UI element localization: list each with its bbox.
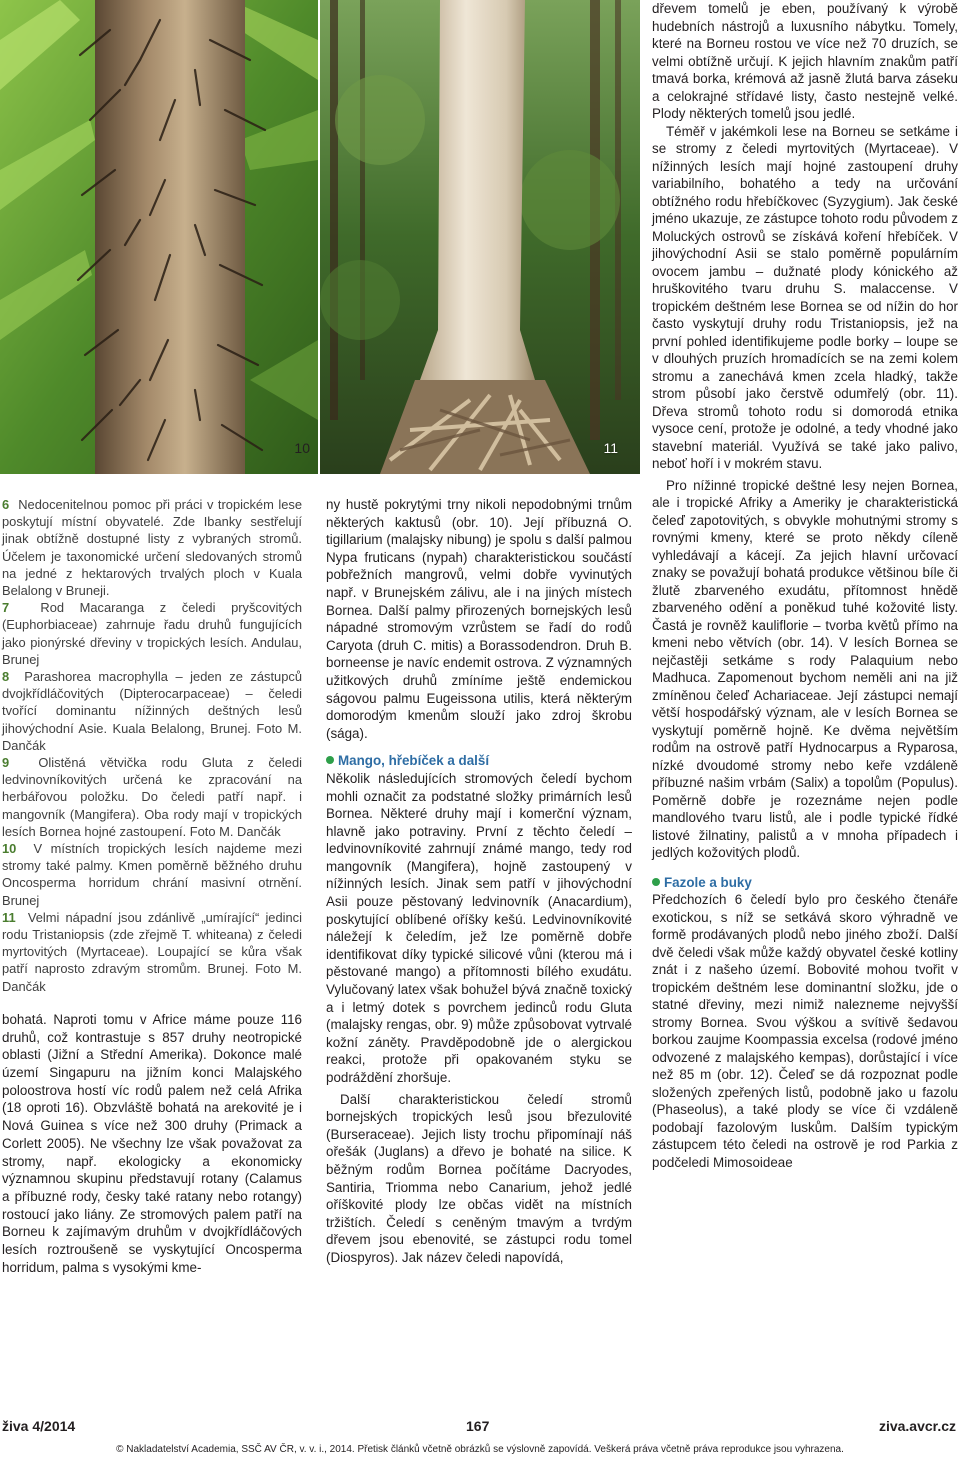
caption-number: 10	[2, 841, 17, 857]
caption-11	[2, 909, 302, 995]
caption-text: Rod Macaranga z čeledi pryšcovitých (Euphorbiaceae) zahrnuje řadu druhů fungujících jako pionýrské dřeviny v tropických lesích. Andulau, Brunej	[2, 600, 302, 667]
footer-site-link[interactable]: ziva.avcr.cz	[878, 1418, 956, 1434]
photo-palm-trunk	[0, 0, 318, 474]
column-2	[326, 496, 632, 1267]
column-3	[652, 0, 958, 1171]
photo-tristaniopsis-tree	[320, 0, 640, 474]
figure-number-11: 11	[603, 440, 618, 456]
section-heading-text: Mango, hřebíček a další	[338, 753, 490, 769]
bullet-icon	[326, 756, 334, 764]
figure-captions	[2, 496, 302, 995]
figure-number-10: 10	[294, 440, 310, 456]
caption-number: 8	[2, 669, 10, 685]
caption-text: Velmi nápadní jsou zdánlivě „umírající“ jedinci rodu Tristaniopsis (zde zřejmě T. whiteana) z čeledi myrtovitých (Myrtaceae). Loupající se kůra však patří naprosto zdravým stromům. Brunej. Foto M. Dančák	[2, 909, 302, 994]
body-paragraph: Několik následujících stromových čeledí bychom mohli označit za podstatné složky primárních lesů Bornea. Některé druhy mají i komerční význam, hlavně jako potraviny. První z těchto čeledí – ledvinovníkovité zahrnují známé mango, tedy rod mangovník (Mangifera), hojně zastoupený v nížinných lesích. Jinak sem patří v jihovýchodní Asii pouze pěstovaný ledvinovník (Anacardium), poskytující oblíbené oříšky kešú. Ledvinovníkovité náležejí k čeledím, jež lze poměrně dobře identifikovat díky typické silicové vůni (kterou má i pěstované mango) a přítomnosti bílého exudátu. Vylučovaný latex však bohužel bývá značně toxický a i letmý dotek s povrchem jedinců rodu Gluta (malajsky rengas, obr. 9) může způsobovat vytrvalé kožní záněty. Pravděpodobně jde o alergickou reakci, protože při opakovaném styku se podráždění zhoršuje.	[326, 770, 632, 1085]
caption-text: V místních tropických lesích najdeme mezi stromy také palmy. Kmen poměrně běžného druhu Oncosperma horridum chrání masivní otrnění. Brunej	[2, 841, 302, 908]
column-1	[2, 496, 302, 1276]
section-heading-fazole	[652, 874, 958, 892]
caption-number: 9	[2, 755, 10, 771]
body-paragraph: Téměř v jakémkoli lese na Borneu se setkáme i se stromy z čeledi myrtovitých (Myrtaceae). V nížinných lesích mají hojné zastoupení druhy variabilního, bohatého a tedy na určování obtížného rodu hřebíčkovec (Syzygium). Jak české jméno ukazuje, ze zástupce tohoto rodu původem z Moluckých ostrovů se získává koření hřebíček. V jihovýchodní Asii se stalo poměrně populárním ovocem jambu – dužnaté plody kónického až hruškovitého tvaru druhu S. malaccense. V tropickém deštném lese Bornea se od nížin do hor často vyskytují druhy rodu Tristaniopsis, jež na první pohled identifikujeme podle borky – loupe se v dlouhých pruzích hromadících se na zemi kolem stromu a zanechává kmen zcela hladký, takže strom působí jako čerstvě odumřelý (obr. 11). Dřeva stromů tohoto rodu si domorodá etnika vysoce cení, protože je odolné, a tedy vhodné jako stavební materiál. Využívá se také jako palivo, neboť hoří i v mokrém stavu.	[652, 123, 958, 471]
bullet-icon	[652, 878, 660, 886]
footer-issue: živa 4/2014	[2, 1418, 76, 1434]
body-paragraph: Předchozích 6 čeledí bylo pro českého čtenáře exotickou, s níž se setkává skoro výhradně ve formě prodávaných plodů nebo jiného zboží. Další dvě čeledi však může každý obyvatel české kotliny znát i z našeho území. Bobovité mohou tvořit v tropickém deštném lese dominantní složku, jde o statné dřeviny, mezi nimiž nalezneme nejvyšší stromy Bornea. Svou výškou a svítivě šedavou borkou zaujme Koompassia excelsa (rodové jméno odvozené z malajského kempas), dorůstající i více než 85 m (obr. 12). Čeleď se dá rozpoznat podle složených zpeřených listů, podobně jako u fazolu (Phaseolus), a také plody se více či vzdáleně podobají fazolovým luskům. Dalším typickým zástupcem této čeledi na ostrově je rod Parkia z podčeledi Mimosoideae	[652, 892, 958, 1170]
section-heading-text: Fazole a buky	[664, 874, 752, 890]
body-paragraph: ny hustě pokrytými trny nikoli nepodobnými trnům některých kaktusů (obr. 10). Její příbuzná O. tigillarium (malajsky nibung) je spolu s další palmou Nypa fruticans (nypah) charakteristickou součástí pobřežních mangrovů, velmi dobře vyvinutých např. v Brunejském zálivu, ale i na jiných místech Bornea. Další palmy přirozených bornejských lesů nápadné stromovým vzrůstem se řadí do rodů Caryota (druh C. mitis) a Borassodendron. Druh B. borneense je navíc endemit ostrova. Z významných užitkových druhů zmíníme ještě endemickou ságovou palmu Eugeissona utilis, která některým domorodým kmenům slouží jako zdroj škrobu (sága).	[326, 497, 632, 741]
caption-number: 6	[2, 497, 10, 512]
caption-9	[2, 754, 302, 840]
caption-text: Olistěná větvička rodu Gluta z čeledi ledvinovníkovitých určená ke zpracování na herbářovou položku. Do čeledi patří např. i mangovník (Mangifera). Oba rody mají v tropických lesích Bornea hojné zastoupení. Foto M. Dančák	[2, 755, 302, 839]
body-paragraph: bohatá. Naproti tomu v Africe máme pouze 116 druhů, což kontrastuje s 857 druhy neotropické oblasti (Jižní a Střední Amerika). Dokonce malé území Singapuru na jižním konci Malajského poloostrova hostí víc rodů palem než celá Afrika (18 oproti 16). Obzvláště bohatá na arekovité je i Nová Guinea s více než 300 druhy (Primack a Corlett 2005). Ne všechny lze však považovat za stromy, např. ekologicky a ekonomicky významnou skupinu představují rotany (Calamus a příbuzné rody, česky také ratany nebo rotangy) rostoucí jako liány. Ze stromových palem patří na Borneu k zajímavým druhům v dvojkřídláčových lesích roztroušeně se vyskytující Oncosperma horridum, palma s vysokými kme-	[2, 1011, 302, 1275]
caption-10	[2, 840, 302, 909]
caption-8	[2, 668, 302, 754]
caption-text: Parashorea macrophylla – jeden ze zástupců dvojkřídláčovitých (Dipterocarpaceae) – čeledi tvořící dominantu nížinných deštných lesů jihovýchodní Asie. Kuala Belalong, Brunej. Foto M. Dančák	[2, 669, 302, 753]
body-paragraph: dřevem tomelů je eben, používaný k výrobě hudebních nástrojů a luxusního nábytku. Tomely, které na Borneu rostou ve více než 70 druzích, se velmi obtížně určují. K jejich hlavním znakům patří tmavá borka, krémová až jasně žlutá barva záseku a celokrajné střídavé listy, často nestejně velké. Plody některých tomelů jsou jedlé.	[652, 1, 958, 121]
caption-6	[2, 496, 302, 599]
copyright-notice: © Nakladatelství Academia, SSČ AV ČR, v. v. i., 2014. Přetisk článků včetně obrázků se výslovně zapovídá. Veškerá práva včetně práva reprodukce jsou vyhrazena.	[116, 1444, 844, 1455]
section-heading-mango	[326, 752, 632, 770]
body-paragraph: Pro nížinné tropické deštné lesy nejen Bornea, ale i tropické Afriky a Ameriky je charakteristická čeleď zapotovitých, s obvykle mohutnými stromy s rovnými kmeny, které se proto někdy cíleně vyhledávají a kácejí. Za jejich hlavní určovací znaky se považují bohatá produkce většinou bíle či žlutě zbarveného exudátu, přítomnost hnědě zbarveného odění a poněkud tuhé kožovité listy. Častá je rovněž kauliflorie – tvorba květů přímo na kmeni nebo větvích (obr. 14). V lesích Bornea se nejčastěji setkáme s rody Palaquium nebo Madhuca. Zapomenout bychom neměli ani na již zmíněnou čeleď Achariaceae. Její zástupci nemají větší hospodářský význam, ale v lesích Bornea se vyskytují poměrně hojně. Ke dvěma největším rodům na ostrově patří Hydnocarpus a Ryparosa, nízké dvoudomé stromy nebo keře vzdáleně příbuzné našim vrbám (Salix) a topolům (Populus). Poměrně dobře je rozeznáme nejen podle mandlového tvaru listů, ale i podle typické řídké listové žilnatiny, palistů a v mnoha případech i jedlých kožovitých plodů.	[652, 477, 958, 860]
caption-text: Nedocenitelnou pomoc při práci v tropickém lese poskytují místní obyvatelé. Zde Ibanky sestřelují jinak obtížně dostupné listy z vybraných stromů. Účelem je taxonomické určení sledovaných stromů na jedné z hektarových trvalých ploch v Kuala Belalong v Bruneji.	[2, 497, 302, 599]
footer-page-number: 167	[466, 1418, 490, 1434]
caption-number: 7	[2, 600, 10, 616]
body-paragraph: Další charakteristickou čeledí stromů bornejských tropických lesů jsou březulovité (Burseraceae). Jejich listy trochu připomínají náš ořešák (Juglans) a dřevo je bohaté na silice. K běžným rodům Bornea počítáme Dacryodes, Santiria, Triomma nebo Canarium, jehož jedlé oříškovité plody lze občas vidět na místních tržištích. Čeledí s ceněným tmavým a tvrdým dřevem jsou ebenovité, se zástupci rodu tomel (Diospyros). Jak název čeledi napovídá,	[326, 1091, 632, 1265]
caption-7	[2, 599, 302, 668]
caption-number: 11	[2, 909, 16, 925]
